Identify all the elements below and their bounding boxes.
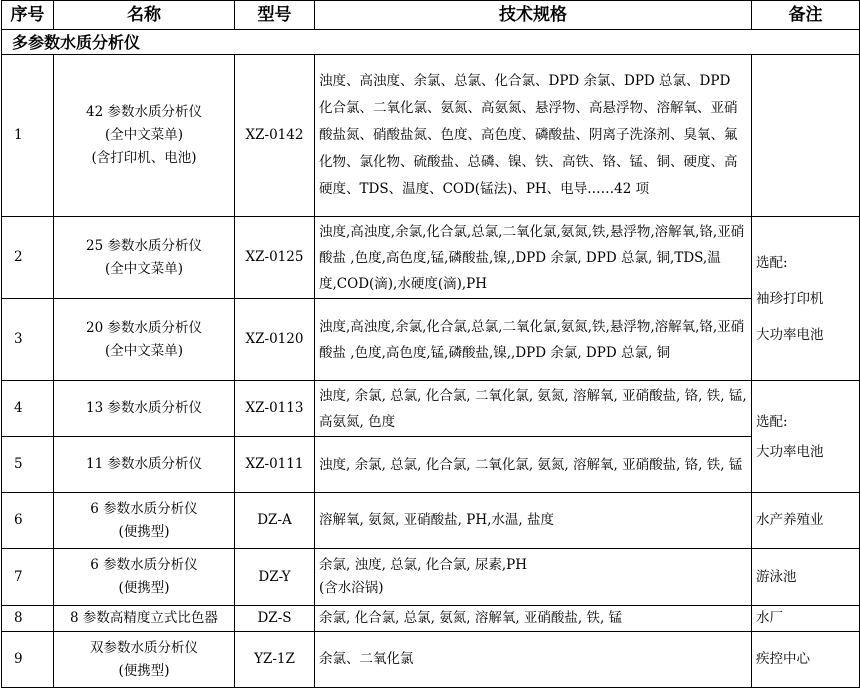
row-no: 3 (2, 299, 54, 381)
name-line: (含打印机、电池) (91, 150, 197, 166)
name-line: (便携型) (118, 580, 170, 596)
row-model: XZ-0120 (235, 299, 315, 381)
header-spec: 技术规格 (315, 1, 752, 30)
note-line: 选配: (756, 413, 788, 430)
row-model: XZ-0113 (235, 381, 315, 437)
note-line: 大功率电池 (756, 326, 824, 343)
row-spec: 浊度,高浊度,余氯,化合氯,总氯,二氧化氯,氨氮,铁,悬浮物,溶解氧,铬,亚硝酸盐 ,色度,高色度,锰,磷酸盐,镍,,DPD 余氯, DPD 总氯, 铜,TDS,温度,COD(滴),水硬度(滴),PH (315, 217, 752, 299)
row-spec: 浊度, 余氯, 总氯, 化合氯, 二氧化氯, 氨氮, 溶解氧, 亚硝酸盐, 铬, 铁, 锰, 高氨氮, 色度 (315, 381, 752, 437)
row-note: 疾控中心 (752, 632, 860, 688)
note-line: 袖珍打印机 (756, 290, 824, 307)
table-row (2, 437, 860, 493)
row-name (54, 493, 235, 549)
table-row (2, 381, 860, 437)
section-row (2, 30, 860, 55)
name-line: 42 参数水质分析仪 (86, 104, 202, 120)
table-row (2, 493, 860, 549)
row-note-group (752, 217, 860, 381)
row-spec: 浊度, 余氯, 总氯, 化合氯, 二氧化氯, 氨氮, 溶解氧, 亚硝酸盐, 铬, 铁, 锰 (315, 437, 752, 493)
name-line: 双参数水质分析仪 (90, 639, 198, 656)
row-model: XZ-0142 (235, 55, 315, 217)
row-model: DZ-S (235, 606, 315, 632)
name-line: (全中文菜单) (104, 342, 184, 359)
product-table (1, 0, 860, 688)
table-row (2, 606, 860, 632)
row-no: 1 (2, 55, 54, 217)
row-name (54, 632, 235, 688)
table-row (2, 217, 860, 299)
row-note: 水产养殖业 (752, 493, 860, 549)
table-row (2, 549, 860, 606)
row-model: XZ-0125 (235, 217, 315, 299)
row-no: 4 (2, 381, 54, 437)
row-name (54, 299, 235, 381)
row-spec: 余氯, 化合氯, 总氯, 氨氮, 溶解氧, 亚硝酸盐, 铁, 锰 (315, 606, 752, 632)
row-spec: 浊度、高浊度、余氯、总氯、化合氯、DPD 余氯、DPD 总氯、DPD 化合氯、二氧化氯、氨氮、高氨氮、悬浮物、高悬浮物、溶解氧、亚硝酸盐氮、硝酸盐氮、色度、高色度、磷酸盐、阴离子洗涤剂、臭氧、氟化物、氯化物、硫酸盐、总磷、镍、铁、高铁、铬、锰、铜、硬度、高硬度、TDS、温度、COD(锰法)、PH、电导……42 项 (315, 55, 752, 217)
row-no: 7 (2, 549, 54, 606)
note-line: 大功率电池 (756, 443, 824, 460)
name-line: 25 参数水质分析仪 (86, 237, 202, 254)
table-row (2, 55, 860, 217)
name-line: 6 参数水质分析仪 (90, 500, 198, 517)
header-no: 序号 (2, 1, 54, 30)
row-no: 6 (2, 493, 54, 549)
row-no: 9 (2, 632, 54, 688)
row-note-group (752, 381, 860, 493)
section-title: 多参数水质分析仪 (2, 30, 860, 55)
row-name (54, 606, 235, 632)
table-row (2, 299, 860, 381)
row-no: 8 (2, 606, 54, 632)
row-spec: 溶解氧, 氨氮, 亚硝酸盐, PH,水温, 盐度 (315, 493, 752, 549)
note-line: 选配: (756, 254, 788, 271)
name-line: (全中文菜单) (104, 260, 184, 277)
name-line: (便携型) (118, 662, 170, 679)
name-line: (全中文菜单) (104, 127, 184, 143)
row-spec: 余氯、二氧化氯 (315, 632, 752, 688)
spec-line: 余氯, 浊度, 总氯, 化合氯, 尿素,PH (319, 557, 527, 573)
header-model: 型号 (235, 1, 315, 30)
header-note: 备注 (752, 1, 860, 30)
row-name (54, 549, 235, 606)
header-name: 名称 (54, 1, 235, 30)
name-line: 11 参数水质分析仪 (86, 456, 202, 472)
row-name (54, 217, 235, 299)
row-model: DZ-A (235, 493, 315, 549)
row-model: YZ-1Z (235, 632, 315, 688)
name-line: (便携型) (118, 523, 170, 540)
row-name (54, 437, 235, 493)
row-spec: 浊度,高浊度,余氯,化合氯,总氯,二氧化氯,氨氮,铁,悬浮物,溶解氧,铬,亚硝酸盐 ,色度,高色度,锰,磷酸盐,镍,,DPD 余氯, DPD 总氯, 铜 (315, 299, 752, 381)
row-spec (315, 549, 752, 606)
name-line: 8 参数高精度立式比色器 (70, 610, 218, 626)
row-no: 2 (2, 217, 54, 299)
name-line: 13 参数水质分析仪 (86, 400, 202, 416)
row-model: XZ-0111 (235, 437, 315, 493)
row-model: DZ-Y (235, 549, 315, 606)
spec-line: (含水浴锅) (319, 580, 384, 596)
table-row (2, 632, 860, 688)
row-no: 5 (2, 437, 54, 493)
name-line: 20 参数水质分析仪 (86, 319, 202, 336)
row-name (54, 55, 235, 217)
row-note: 水厂 (752, 606, 860, 632)
row-note (752, 55, 860, 217)
name-line: 6 参数水质分析仪 (90, 557, 198, 573)
row-name (54, 381, 235, 437)
row-note: 游泳池 (752, 549, 860, 606)
header-row (2, 1, 860, 30)
